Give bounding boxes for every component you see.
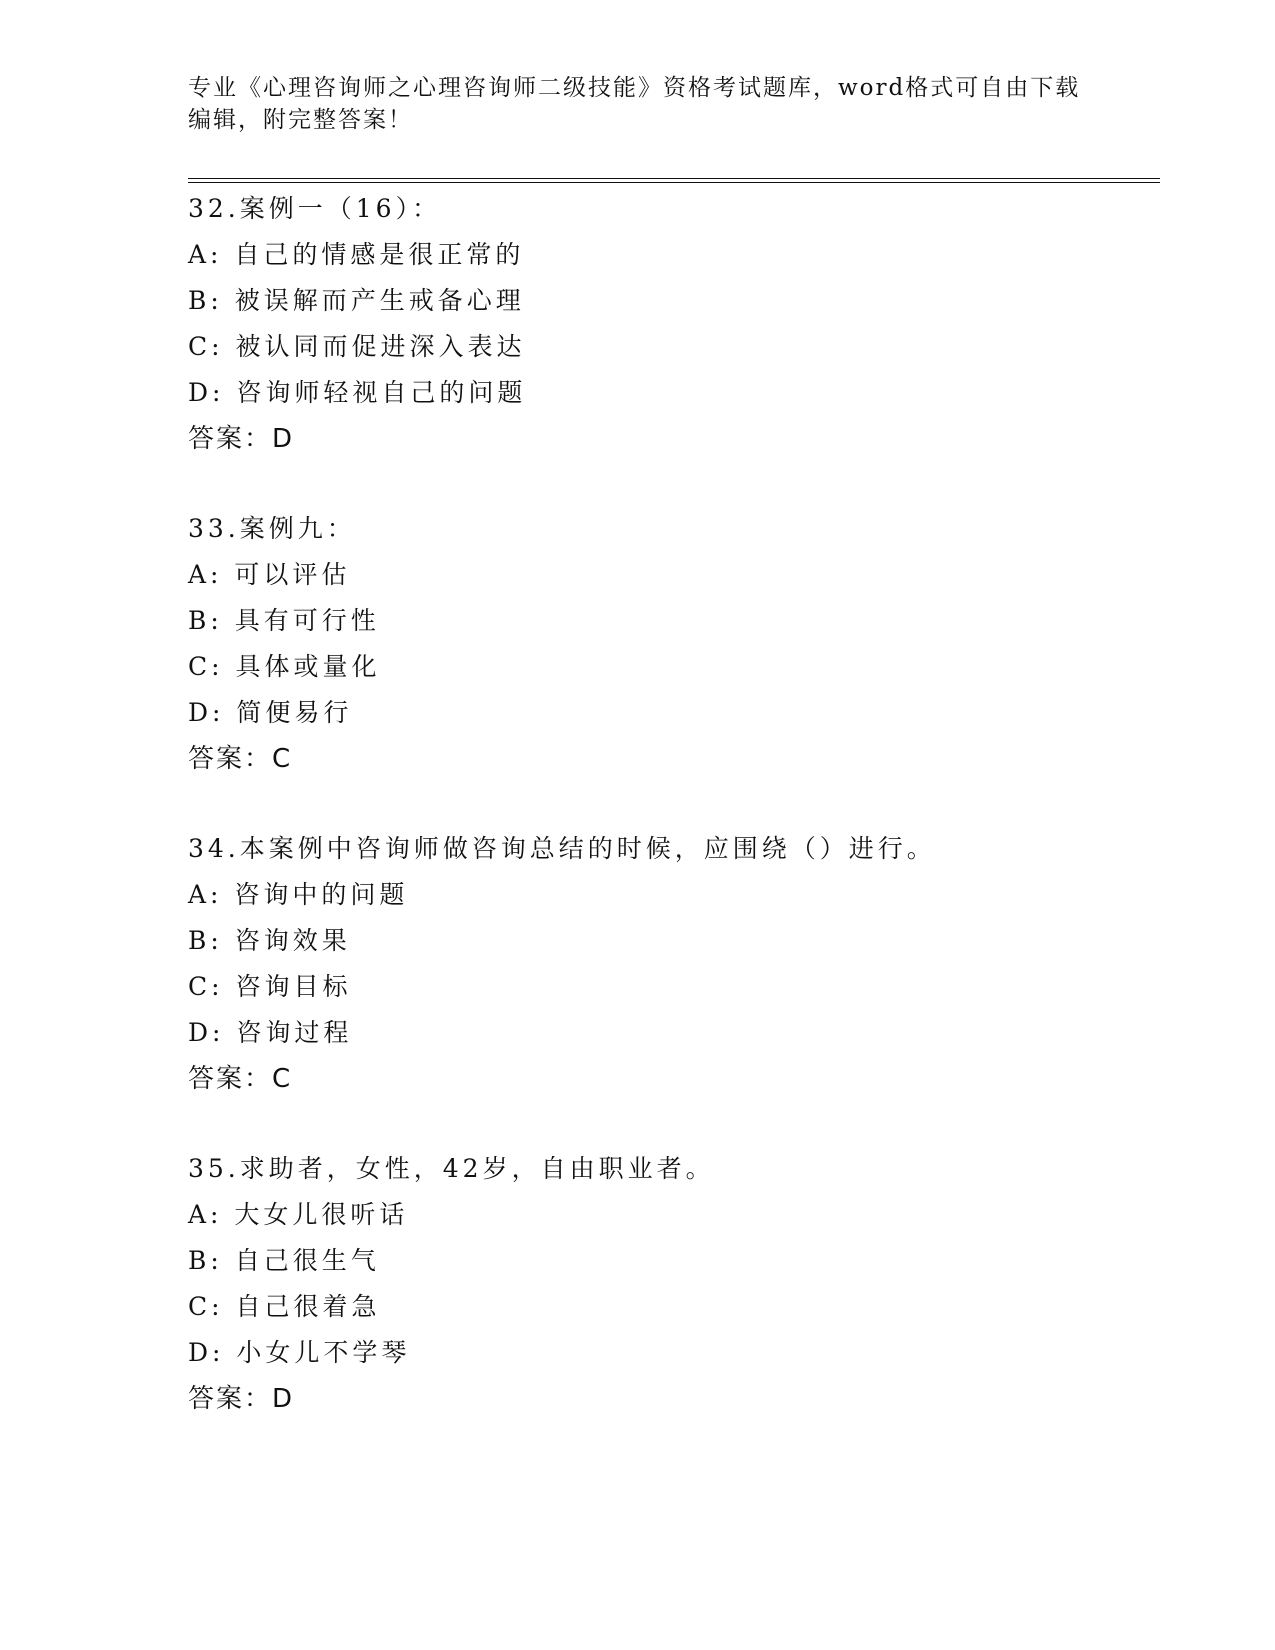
answer: 答案：C	[188, 1064, 293, 1094]
header-line-2: 编辑，附完整答案！	[188, 107, 413, 133]
option-b: B: 自己很生气	[188, 1246, 380, 1275]
option-c: C: 自己很着急	[188, 1292, 381, 1321]
option-d: D: 简便易行	[188, 698, 353, 727]
option-a: A: 可以评估	[188, 560, 351, 589]
option-d: D: 小女儿不学琴	[188, 1338, 411, 1367]
answer: 答案：D	[188, 1384, 295, 1414]
option-c: C: 咨询目标	[188, 972, 352, 1001]
option-d: D: 咨询过程	[188, 1018, 353, 1047]
option-b: B: 具有可行性	[188, 606, 380, 635]
option-c: C: 具体或量化	[188, 652, 381, 681]
option-a: A: 自己的情感是很正常的	[188, 240, 525, 269]
header-line-1: 专业《心理咨询师之心理咨询师二级技能》资格考试题库，word格式可自由下载	[188, 75, 1081, 101]
question-stem: 33.案例九：	[188, 514, 356, 543]
question-stem: 34.本案例中咨询师做咨询总结的时候，应围绕（）进行。	[188, 834, 936, 863]
option-a: A: 大女儿很听话	[188, 1200, 409, 1229]
question-stem: 35.求助者，女性，42岁，自由职业者。	[188, 1154, 715, 1183]
option-d: D: 咨询师轻视自己的问题	[188, 378, 527, 407]
question-block-34	[188, 826, 1148, 1102]
option-b: B: 被误解而产生戒备心理	[188, 286, 525, 315]
header-divider	[188, 178, 1160, 183]
option-a: A: 咨询中的问题	[188, 880, 409, 909]
option-c: C: 被认同而促进深入表达	[188, 332, 526, 361]
option-b: B: 咨询效果	[188, 926, 351, 955]
document-header	[188, 72, 1088, 136]
question-block-35	[188, 1146, 1148, 1422]
answer: 答案：C	[188, 744, 293, 774]
answer: 答案：D	[188, 424, 295, 454]
question-block-33	[188, 506, 1148, 782]
question-block-32	[188, 186, 1148, 462]
question-stem: 32.案例一（16）：	[188, 194, 442, 223]
